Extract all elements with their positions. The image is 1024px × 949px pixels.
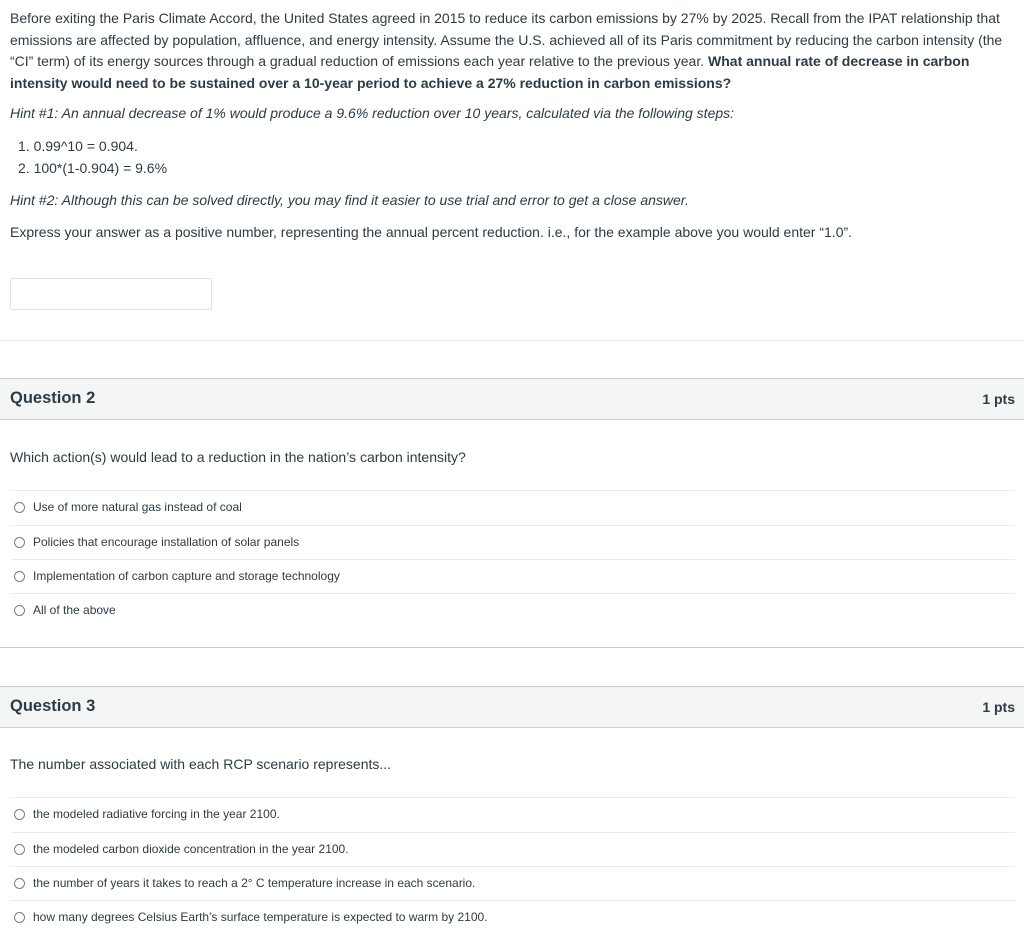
option-label[interactable]: the modeled carbon dioxide concentration in the year 2100. bbox=[33, 842, 349, 856]
option-label[interactable]: how many degrees Celsius Earth's surface temperature is expected to warm by 2100. bbox=[33, 910, 488, 924]
question-1-prompt-bold: What annual rate of decrease in carbon intensity would need to be sustained over a 10-year period to achieve a 27% reduction in carbon emissions? bbox=[10, 53, 970, 91]
option-label[interactable]: the modeled radiative forcing in the year 2100. bbox=[33, 807, 280, 821]
question-2-points: 1 pts bbox=[982, 391, 1015, 407]
radio-button[interactable] bbox=[14, 809, 25, 820]
question-3-text: The number associated with each RCP scenario represents... bbox=[10, 756, 392, 772]
radio-button[interactable] bbox=[14, 605, 25, 616]
question-2-option-3[interactable] bbox=[10, 559, 1015, 593]
question-2-title: Question 2 bbox=[10, 389, 96, 407]
question-3-option-1[interactable] bbox=[10, 797, 1015, 831]
question-3-header bbox=[0, 686, 1024, 728]
question-2-header bbox=[0, 378, 1024, 420]
radio-button[interactable] bbox=[14, 878, 25, 889]
question-3-points: 1 pts bbox=[982, 699, 1015, 715]
answer-instructions: Express your answer as a positive number, representing the annual percent reduction. i.e., for the example above you would enter “1.0”. bbox=[10, 224, 853, 240]
option-label[interactable]: Implementation of carbon capture and storage technology bbox=[33, 569, 340, 583]
question-3-option-3[interactable] bbox=[10, 866, 1015, 900]
question-2-option-2[interactable] bbox=[10, 525, 1015, 559]
question-1-text bbox=[10, 8, 1010, 94]
question-3-title: Question 3 bbox=[10, 697, 96, 715]
hint-2: Hint #2: Although this can be solved directly, you may find it easier to use trial and error to get a close answer. bbox=[10, 192, 689, 208]
question-2-option-4[interactable] bbox=[10, 593, 1015, 627]
radio-button[interactable] bbox=[14, 537, 25, 548]
divider bbox=[0, 647, 1024, 648]
hint-step-1: 1. 0.99^10 = 0.904. bbox=[18, 138, 138, 154]
question-1-prompt: Before exiting the Paris Climate Accord, the United States agreed in 2015 to reduce its carbon emissions by 27% by 2025. Recall from the IPAT relationship that emissions are affected by population, affluence, and energy intensity. Assume the U.S. achieved all of its Paris commitment by reducing the carbon intensity (the “CI” term) of its energy sources through a gradual reduction of emissions each year relative to the previous year. bbox=[10, 10, 1003, 70]
question-2-text: Which action(s) would lead to a reduction in the nation’s carbon intensity? bbox=[10, 449, 466, 465]
question-2-option-1[interactable] bbox=[10, 490, 1015, 524]
divider bbox=[0, 340, 1024, 341]
radio-button[interactable] bbox=[14, 912, 25, 923]
option-label[interactable]: Use of more natural gas instead of coal bbox=[33, 500, 242, 514]
question-3-option-2[interactable] bbox=[10, 832, 1015, 866]
option-label[interactable]: the number of years it takes to reach a 2° C temperature increase in each scenario. bbox=[33, 876, 476, 890]
answer-input[interactable] bbox=[10, 278, 212, 310]
hint-1: Hint #1: An annual decrease of 1% would produce a 9.6% reduction over 10 years, calculated via the following steps: bbox=[10, 105, 735, 121]
radio-button[interactable] bbox=[14, 571, 25, 582]
hint-step-2: 2. 100*(1-0.904) = 9.6% bbox=[18, 160, 168, 176]
radio-button[interactable] bbox=[14, 844, 25, 855]
option-label[interactable]: All of the above bbox=[33, 603, 116, 617]
radio-button[interactable] bbox=[14, 502, 25, 513]
option-label[interactable]: Policies that encourage installation of solar panels bbox=[33, 535, 300, 549]
question-3-option-4[interactable] bbox=[10, 900, 1015, 934]
